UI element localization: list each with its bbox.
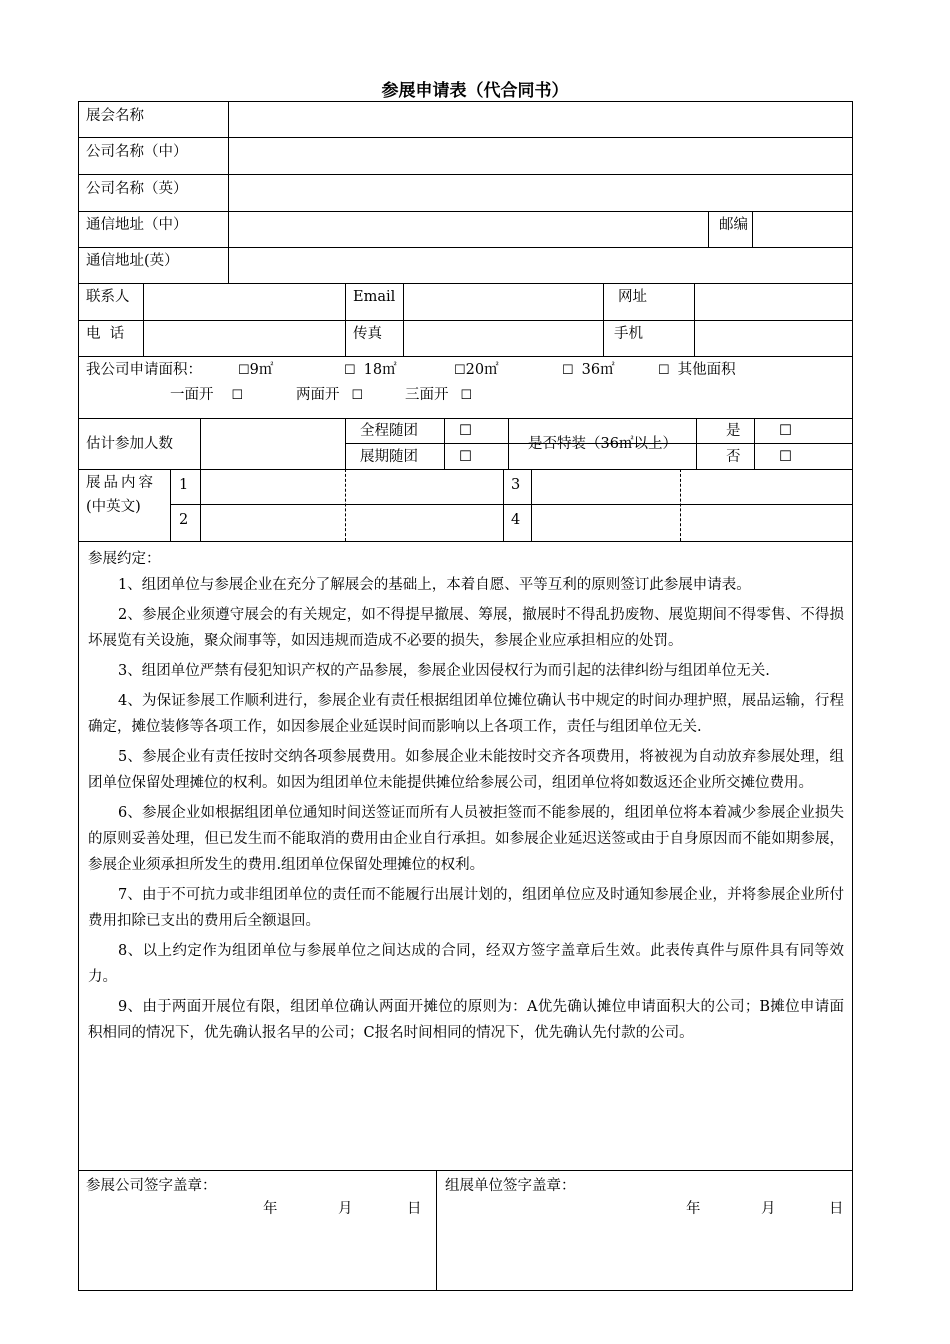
exhibit-number: 1 — [179, 477, 189, 493]
row-divider — [78, 541, 853, 542]
label-exhibits-lang: (中英文) — [86, 499, 141, 515]
row-divider — [78, 283, 853, 284]
checkbox-area-other[interactable] — [658, 361, 736, 380]
term-item: 5、参展企业有责任按时交纳各项参展费用。如参展企业未能按时交齐各项费用，将被视为自动放弃参展处理，组团单位保留处理摊位的权利。如因为组团单位未能提供摊位给参展公司，组团单位将如数返还企业所交摊位费用。 — [88, 749, 844, 791]
checkbox-icon: ☐ — [238, 363, 250, 378]
col-divider — [603, 283, 604, 356]
col-divider — [200, 418, 201, 469]
checkbox-icon: ☐ — [231, 388, 244, 403]
checkbox-exhibition-tour[interactable]: ☐ — [459, 449, 472, 465]
row-divider — [78, 137, 853, 138]
row-divider — [78, 1170, 853, 1171]
checkbox-area-9[interactable] — [238, 361, 273, 380]
label-address-en: 通信地址(英） — [86, 253, 179, 269]
area-option-label: 18㎡ — [363, 362, 397, 378]
form-title: 参展申请表（代合同书） — [381, 81, 569, 101]
exhibit-4-input[interactable] — [533, 506, 850, 539]
area-option-label: 20㎡ — [465, 362, 499, 378]
opening-label: 一面开 — [170, 387, 214, 403]
date-year: 年 — [686, 1201, 701, 1217]
attendance-input[interactable] — [202, 420, 343, 467]
col-divider — [531, 469, 532, 541]
terms-heading: 参展约定： — [88, 551, 161, 567]
label-mobile: 手机 — [614, 326, 643, 342]
col-divider — [754, 418, 755, 469]
company-en-input[interactable] — [230, 176, 850, 209]
col-divider — [696, 418, 697, 469]
date-month: 月 — [338, 1201, 353, 1217]
exhibition-name-input[interactable] — [230, 103, 850, 136]
date-month: 月 — [761, 1201, 776, 1217]
term-item: 1、组团单位与参展企业在充分了解展会的基础上，本着自愿、平等互利的原则签订此参展申请表。 — [118, 577, 751, 593]
row-divider — [78, 174, 853, 175]
term-item: 6、参展企业如根据组团单位通知时间送签证而所有人员被拒签而不能参展的，组团单位将本着减少参展企业损失的原则妥善处理，但已发生而不能取消的费用由企业自行承担。如参展企业延迟送签或由于自身原因而不能如期参展，参展企业须承担所发生的费用.组团单位保留处理摊位的权利。 — [88, 805, 844, 873]
label-area: 我公司申请面积： — [86, 362, 202, 378]
checkbox-full-tour[interactable]: ☐ — [459, 423, 472, 439]
opening-label: 两面开 — [296, 387, 340, 403]
label-special-decoration: 是否特装（36㎡以上） — [528, 436, 677, 452]
label-phone: 电 话 — [86, 326, 125, 342]
term-item: 4、为保证参展工作顺利进行，参展企业有责任根据组团单位摊位确认书中规定的时间办理护照，展品运输，行程确定，摊位装修等各项工作，如因参展企业延误时间而影响以上各项工作，责任与组团单位无关. — [88, 693, 844, 735]
checkbox-area-20[interactable] — [454, 361, 499, 380]
date-day: 日 — [829, 1201, 844, 1217]
date-day: 日 — [407, 1201, 422, 1217]
label-fax: 传真 — [353, 326, 382, 342]
label-organizer-signature: 组展单位签字盖章： — [445, 1178, 576, 1194]
exhibit-number: 2 — [179, 512, 189, 528]
row-divider — [78, 469, 853, 470]
col-divider — [403, 283, 404, 356]
exhibit-3-input[interactable] — [533, 471, 850, 502]
row-divider — [78, 320, 853, 321]
col-divider — [228, 101, 229, 283]
term-item: 3、组团单位严禁有侵犯知识产权的产品参展，参展企业因侵权行为而引起的法律纠纷与组团单位无关. — [118, 663, 770, 679]
col-divider — [508, 418, 509, 469]
col-divider — [694, 283, 695, 356]
area-option-label: 其他面积 — [677, 362, 736, 378]
exhibit-number: 3 — [511, 477, 521, 493]
label-exhibits: 展品内容 — [86, 475, 156, 491]
checkbox-icon: ☐ — [562, 363, 574, 378]
exhibit-2-input[interactable] — [202, 506, 501, 539]
label-yes: 是 — [726, 423, 741, 439]
checkbox-no[interactable]: ☐ — [779, 449, 792, 465]
company-cn-input[interactable] — [230, 139, 850, 172]
label-address-cn: 通信地址（中） — [86, 217, 188, 233]
terms-section — [88, 546, 844, 1046]
mobile-input[interactable] — [696, 322, 850, 354]
phone-input[interactable] — [145, 322, 343, 354]
col-divider — [170, 469, 171, 541]
checkbox-two-side[interactable] — [296, 386, 363, 405]
website-input[interactable] — [696, 285, 850, 318]
fax-input[interactable] — [405, 322, 601, 354]
exhibit-number: 4 — [511, 512, 521, 528]
opening-label: 三面开 — [405, 387, 449, 403]
checkbox-icon: ☐ — [460, 388, 473, 403]
row-divider — [78, 247, 853, 248]
checkbox-icon: ☐ — [351, 388, 364, 403]
checkbox-one-side[interactable] — [170, 386, 243, 405]
term-item: 9、由于两面开展位有限，组团单位确认两面开摊位的原则为：A优先确认摊位申请面积大的公司；B摊位申请面积相同的情况下，优先确认报名早的公司；C报名时间相同的情况下，优先确认先付款的公司。 — [88, 999, 844, 1041]
col-divider — [436, 1170, 437, 1291]
col-divider — [200, 469, 201, 541]
label-full-tour: 全程随团 — [360, 423, 418, 439]
label-contact: 联系人 — [86, 289, 130, 305]
col-divider — [444, 418, 445, 469]
label-website: 网址 — [618, 289, 647, 305]
label-exhibition-name: 展会名称 — [86, 108, 144, 124]
col-divider — [345, 283, 346, 356]
col-divider — [345, 418, 346, 469]
col-divider — [752, 211, 753, 247]
checkbox-icon: ☐ — [454, 363, 466, 378]
postcode-input[interactable] — [754, 213, 850, 245]
checkbox-icon: ☐ — [344, 363, 356, 378]
address-cn-input[interactable] — [230, 213, 706, 245]
row-divider — [170, 504, 853, 505]
term-item: 8、以上约定作为组团单位与参展单位之间达成的合同，经双方签字盖章后生效。此表传真件与原件具有同等效力。 — [88, 943, 844, 985]
label-exhibition-tour: 展期随团 — [360, 449, 418, 465]
label-company-en: 公司名称（英） — [86, 181, 188, 197]
checkbox-icon: ☐ — [658, 363, 670, 378]
label-attendance: 估计参加人数 — [86, 436, 173, 452]
row-divider — [78, 211, 853, 212]
label-email: Email — [353, 289, 396, 305]
label-exhibitor-signature: 参展公司签字盖章： — [86, 1178, 217, 1194]
area-option-label: 9㎡ — [249, 362, 274, 378]
label-postcode: 邮编 — [719, 217, 748, 233]
term-item: 7、由于不可抗力或非组团单位的责任而不能履行出展计划的，组团单位应及时通知参展企业，并将参展企业所付费用扣除已支出的费用后全额退回。 — [88, 887, 844, 929]
address-en-input[interactable] — [230, 249, 850, 281]
checkbox-yes[interactable]: ☐ — [779, 423, 792, 439]
area-option-label: 36㎡ — [581, 362, 615, 378]
label-no: 否 — [726, 449, 741, 465]
exhibit-1-input[interactable] — [202, 471, 501, 502]
checkbox-area-18[interactable] — [344, 361, 397, 380]
organizer-signature-area[interactable] — [438, 1222, 850, 1288]
checkbox-three-side[interactable] — [405, 386, 472, 405]
row-divider — [78, 356, 853, 357]
col-divider — [143, 283, 144, 356]
checkbox-area-36[interactable] — [562, 361, 615, 380]
col-divider — [708, 211, 709, 247]
date-year: 年 — [263, 1201, 278, 1217]
term-item: 2、参展企业须遵守展会的有关规定，如不得提早撤展、筹展，撤展时不得乱扔废物、展览期间不得零售、不得损坏展览有关设施，聚众闹事等，如因违规而造成不必要的损失，参展企业应承担相应的处罚。 — [88, 607, 844, 649]
col-divider — [503, 469, 504, 541]
exhibitor-signature-area[interactable] — [80, 1222, 434, 1288]
contact-input[interactable] — [145, 285, 343, 318]
email-input[interactable] — [405, 285, 601, 318]
row-divider — [78, 418, 853, 419]
label-company-cn: 公司名称（中） — [86, 144, 188, 160]
